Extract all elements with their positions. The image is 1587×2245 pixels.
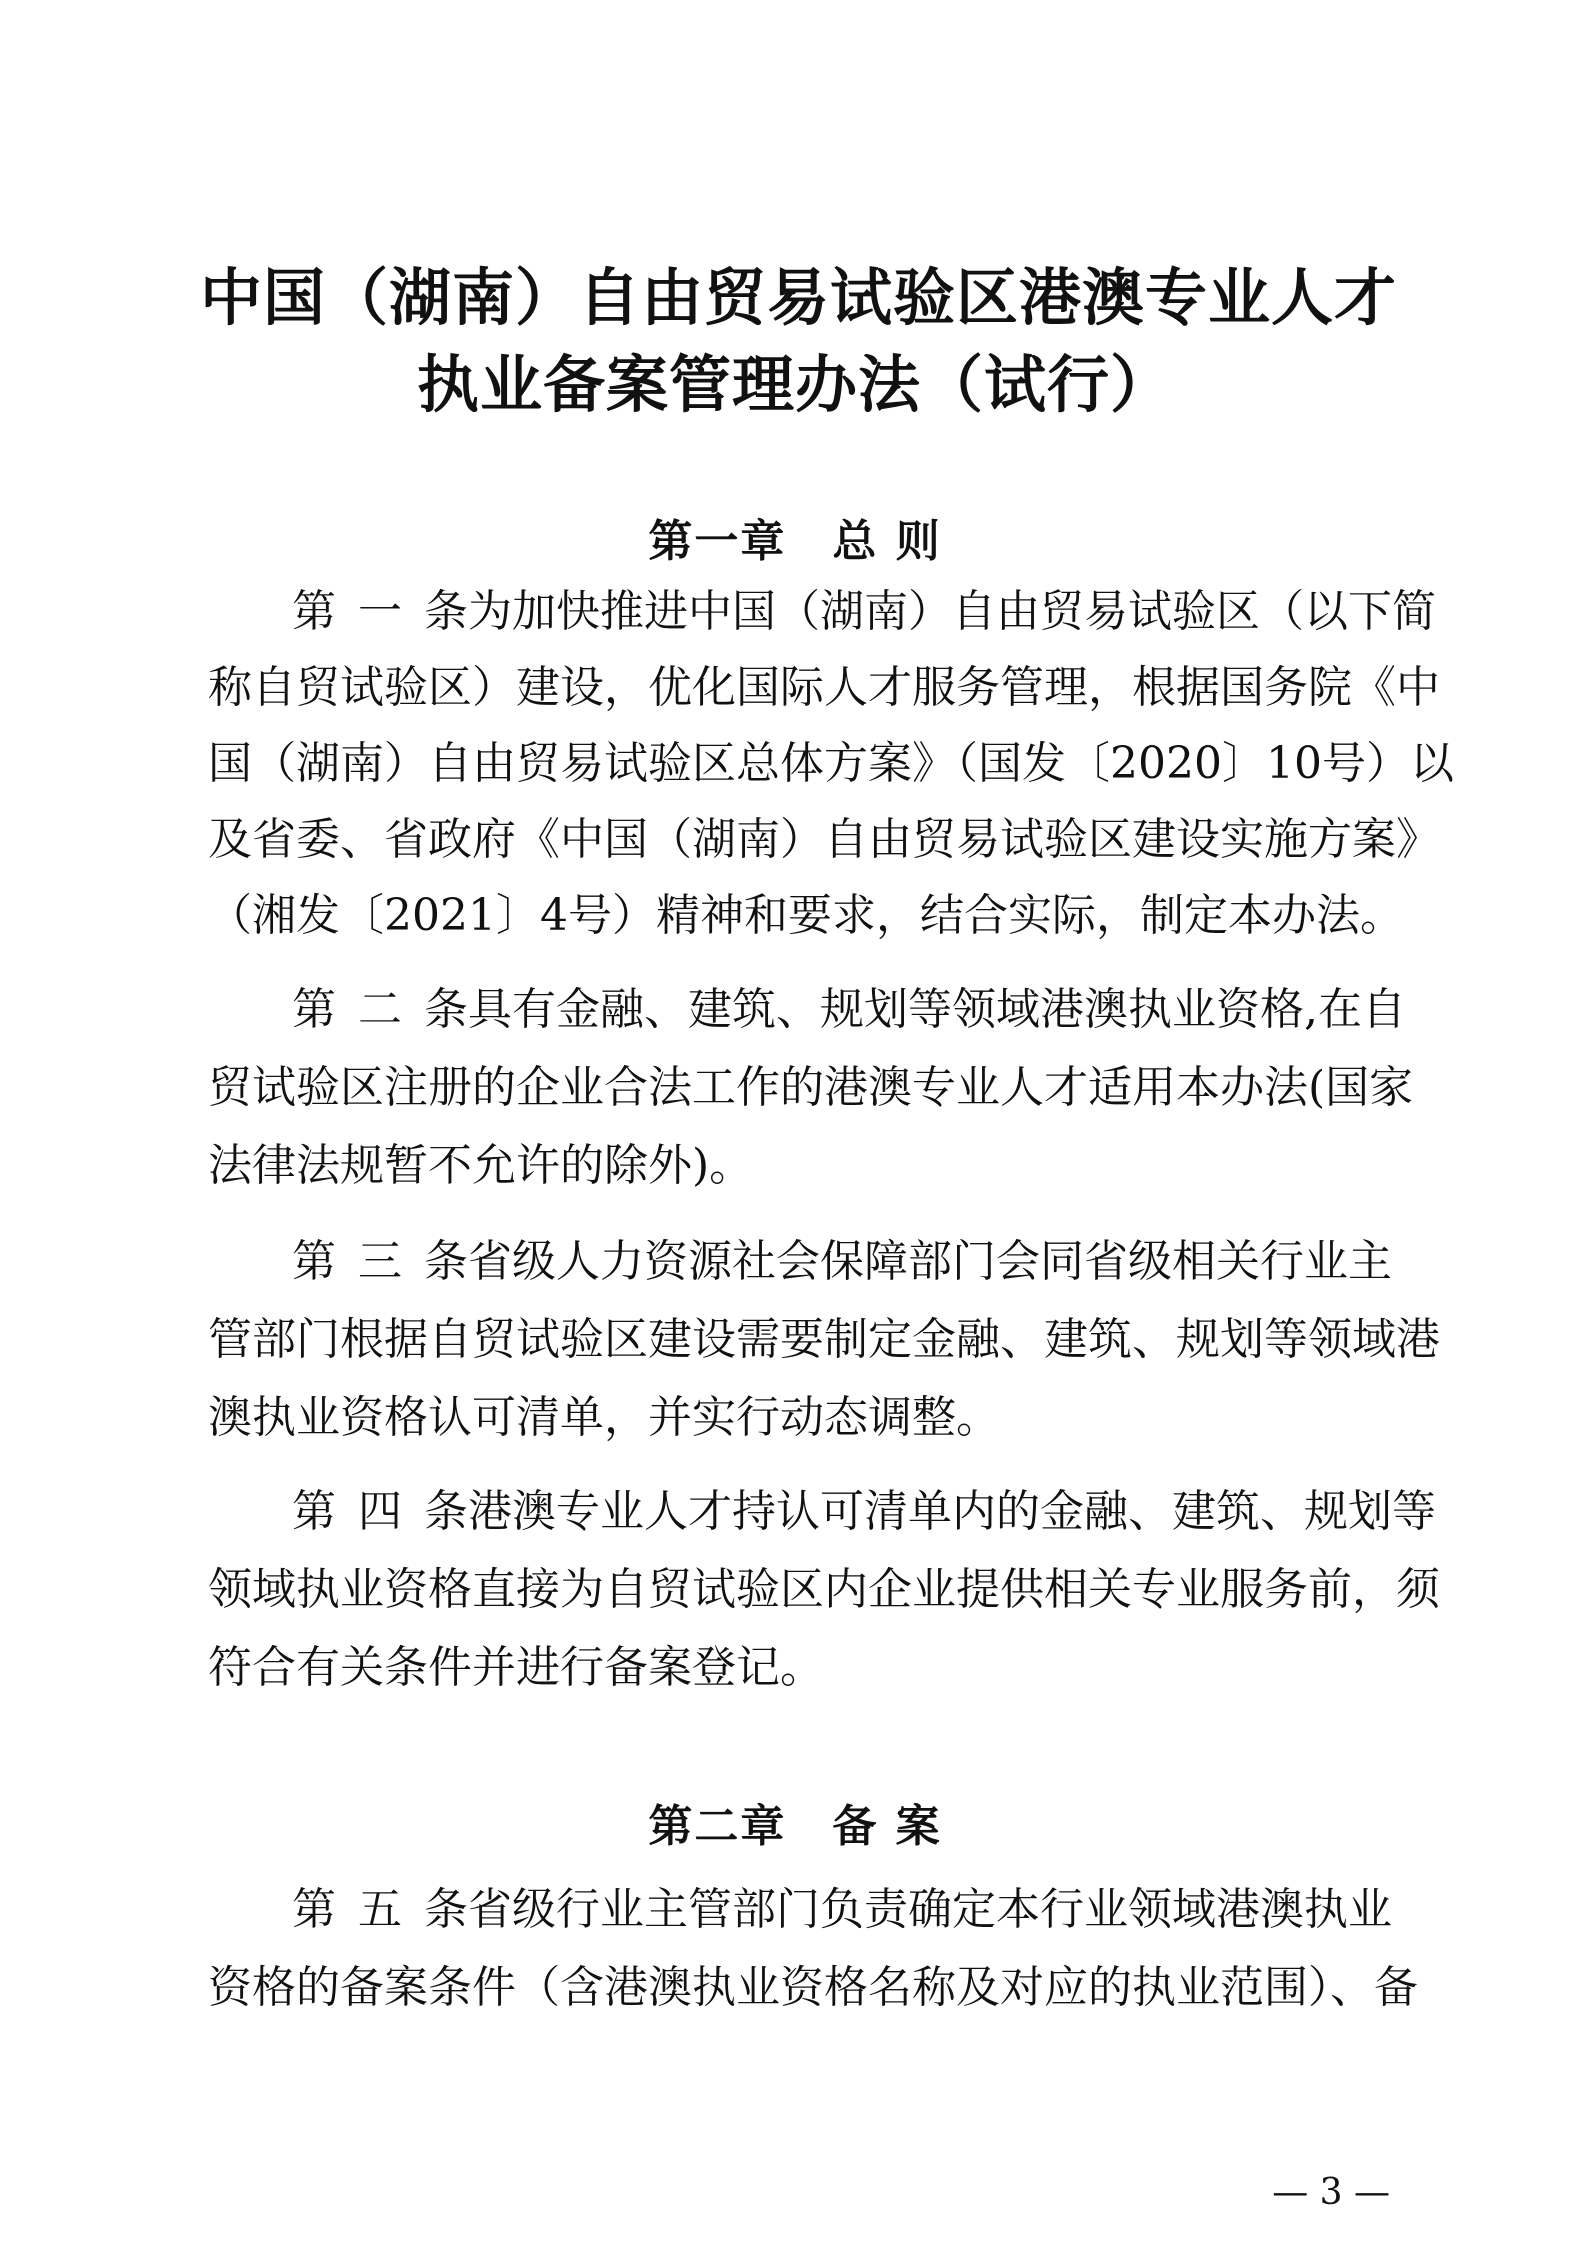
document-title-line-2: 执业备案管理办法（试行） xyxy=(416,348,1173,421)
article-2-line: 法律法规暂不允许的除外)。 xyxy=(208,1140,754,1191)
article-3-text: 省级人力资源社会保障部门会同省级相关行业主 xyxy=(468,1236,1392,1287)
article-5-text: 省级行业主管部门负责确定本行业领域港澳执业 xyxy=(468,1884,1392,1935)
article-3-line: 澳执业资格认可清单，并实行动态调整。 xyxy=(208,1392,1000,1443)
article-1-line: 及省委、省政府《中国（湖南）自由贸易试验区建设实施方案》 xyxy=(208,814,1440,865)
article-5-label: 第五条 xyxy=(292,1884,468,1935)
article-4-first-line xyxy=(292,1482,1436,1542)
article-1-line: （湘发〔2021〕4号）精神和要求，结合实际，制定本办法。 xyxy=(208,890,1404,941)
article-3-first-line xyxy=(292,1232,1392,1292)
article-5-first-line xyxy=(292,1880,1392,1940)
article-2-text: 具有金融、建筑、规划等领域港澳执业资格,在自 xyxy=(468,984,1406,1035)
chapter-2-heading: 第二章 备 案 xyxy=(648,1801,942,1852)
article-1-line: 称自贸试验区）建设，优化国际人才服务管理，根据国务院《中 xyxy=(208,662,1440,713)
article-3-line: 管部门根据自贸试验区建设需要制定金融、建筑、规划等领域港 xyxy=(208,1314,1440,1365)
article-1-first-line xyxy=(292,582,1436,642)
article-4-text: 港澳专业人才持认可清单内的金融、建筑、规划等 xyxy=(468,1486,1436,1537)
article-2-label: 第二条 xyxy=(292,984,468,1035)
article-5-line: 资格的备案条件（含港澳执业资格名称及对应的执业范围）、备 xyxy=(208,1962,1418,2013)
article-1-text: 为加快推进中国（湖南）自由贸易试验区（以下简 xyxy=(468,586,1436,637)
document-title-line-1: 中国（湖南）自由贸易试验区港澳专业人才 xyxy=(200,261,1398,334)
article-4-line: 领域执业资格直接为自贸试验区内企业提供相关专业服务前，须 xyxy=(208,1564,1440,1615)
article-3-label: 第三条 xyxy=(292,1236,468,1287)
article-4-line: 符合有关条件并进行备案登记。 xyxy=(208,1642,824,1693)
article-2-line: 贸试验区注册的企业合法工作的港澳专业人才适用本办法(国家 xyxy=(208,1062,1414,1113)
article-2-first-line xyxy=(292,980,1406,1040)
page-number: — 3 — xyxy=(1272,2172,1390,2213)
chapter-1-heading: 第一章 总 则 xyxy=(648,516,942,567)
article-4-label: 第四条 xyxy=(292,1486,468,1537)
article-1-label: 第一条 xyxy=(292,586,468,637)
article-1-line: 国（湖南）自由贸易试验区总体方案》（国发〔2020〕10号）以 xyxy=(208,738,1454,789)
